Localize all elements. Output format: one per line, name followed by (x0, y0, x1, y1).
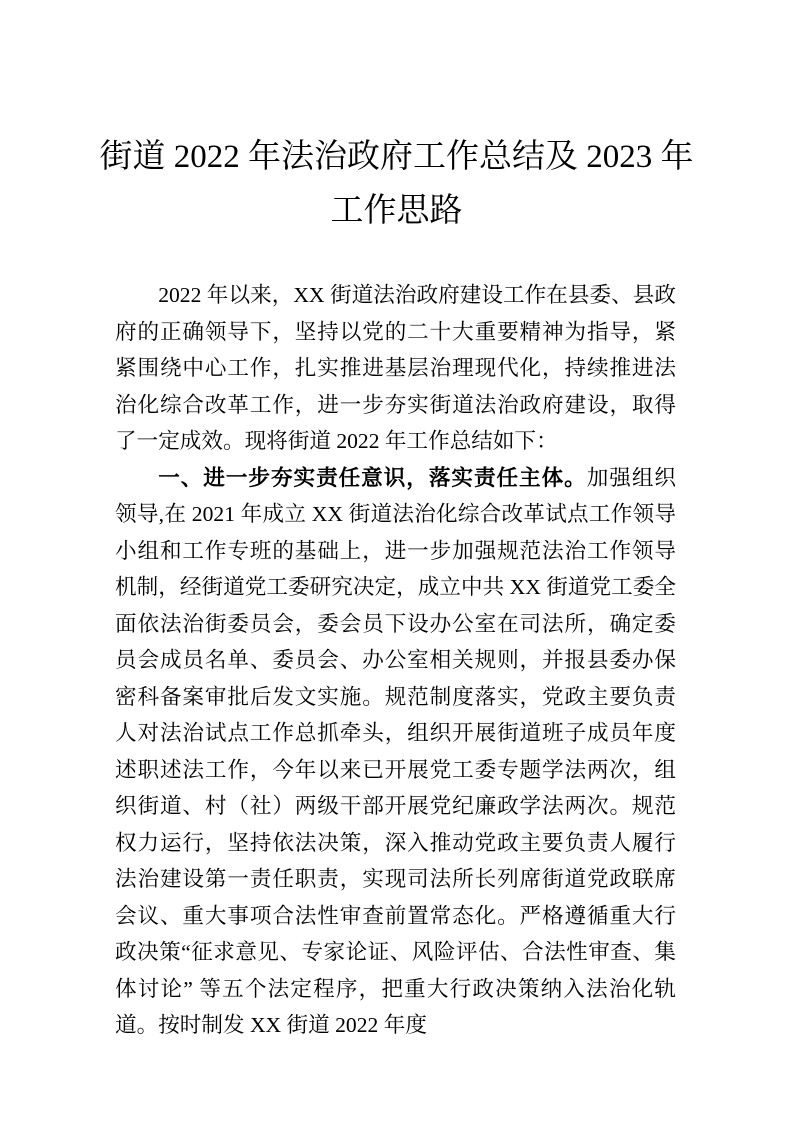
document-body (0, 277, 793, 1044)
section-1-body-text: 加强组织领导,在 2021 年成立 XX 街道法治化综合改革试点工作领导小组和工作专班的基础上，进一步加强规范法治工作领导机制，经街道党工委研究决定，成立中共 XX 街道党工委全面依法治街委员会，委会员下设办公室在司法所，确定委员会成员名单、委员会、办公室相关规则，并报县委办保密科备案审批后发文实施。规范制度落实，党政主要负责人对法治试点工作总抓牵头，组织开展街道班子成员年度述职述法工作，今年以来已开展党工委专题学法两次，组织街道、村（社）两级干部开展党纪廉政学法两次。规范权力运行，坚持依法决策，深入推动党政主要负责人履行法治建设第一责任职责，实现司法所长列席街道党政联席会议、重大事项合法性审查前置常态化。严格遵循重大行政决策“征求意见、专家论证、风险评估、合法性审查、集体讨论” 等五个法定程序，把重大行政决策纳入法治化轨道。按时制发 XX 街道 2022 年度 (115, 465, 676, 1037)
document-title: 街道 2022 年法治政府工作总结及 2023 年工作思路 (99, 139, 694, 229)
section-1-heading: 一、进一步夯实责任意识，落实责任主体。 (158, 464, 587, 490)
section-1-paragraph (115, 460, 676, 1044)
intro-paragraph (115, 277, 676, 460)
intro-paragraph-text: 2022 年以来，XX 街道法治政府建设工作在县委、县政府的正确领导下，坚持以党的二十大重要精神为指导，紧紧围绕中心工作，扎实推进基层治理现代化，持续推进法治化综合改革工作，进一步夯实街道法治政府建设，取得了一定成效。现将街道 2022 年工作总结如下： (115, 283, 676, 453)
